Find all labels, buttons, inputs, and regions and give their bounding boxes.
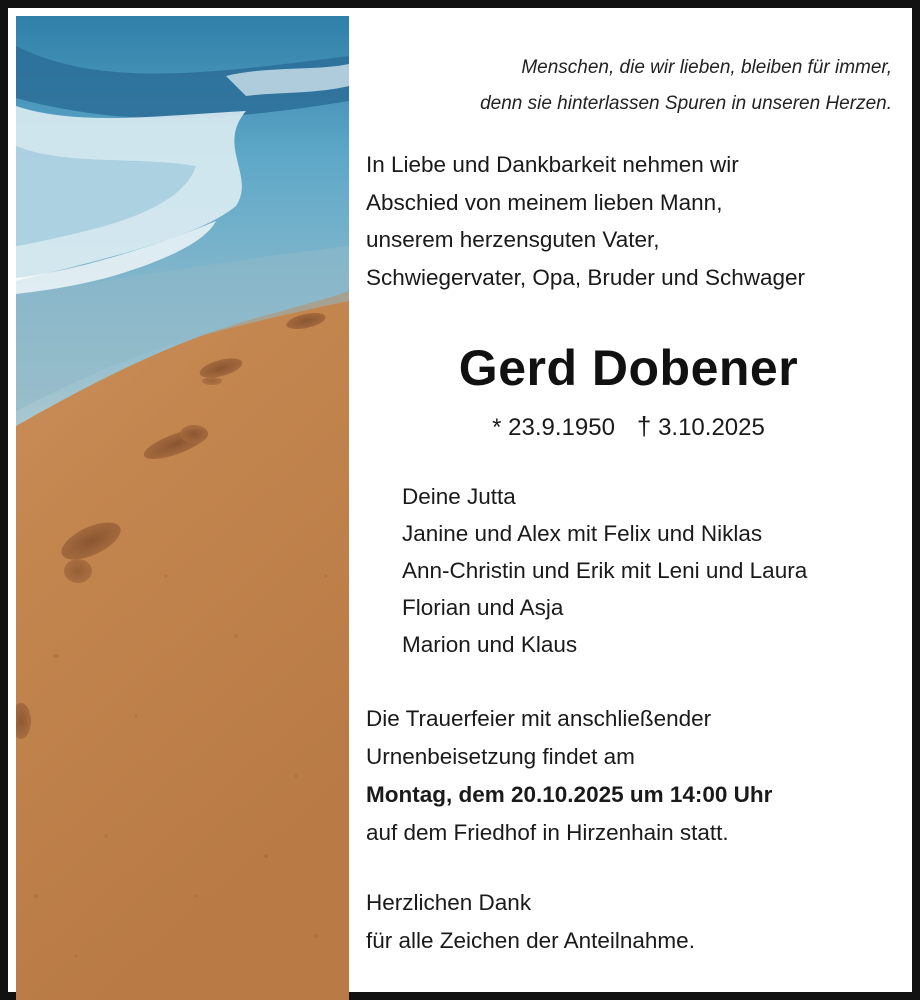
cross-icon: † (636, 411, 652, 441)
family-signatures (402, 478, 807, 663)
intro-text (366, 146, 805, 296)
service-date: Montag, dem 20.10.2025 um 14:00 Uhr (366, 782, 773, 807)
thanks-line: für alle Zeichen der Anteilnahme. (366, 928, 695, 953)
birth-date: * 23.9.1950 (492, 414, 615, 441)
service-location: auf dem Friedhof in Hirzenhain statt. (366, 820, 729, 845)
thanks-text (366, 884, 695, 960)
service-line: Die Trauerfeier mit anschließender (366, 706, 712, 731)
intro-line: Schwiegervater, Opa, Bruder und Schwager (366, 264, 805, 290)
beach-footprints-photo (16, 16, 349, 1000)
service-line: Urnenbeisetzung findet am (366, 744, 635, 769)
motto-line: denn sie hinterlassen Spuren in unseren Herzen. (480, 93, 892, 114)
life-dates (366, 406, 891, 448)
family-line: Marion und Klaus (402, 632, 578, 657)
intro-line: Abschied von meinem lieben Mann, (366, 189, 723, 215)
deceased-name: Gerd Dobener (458, 340, 799, 396)
motto-quote (480, 50, 892, 122)
family-line: Ann-Christin und Erik mit Leni und Laura (402, 558, 808, 583)
intro-line: unserem herzensguten Vater, (366, 227, 660, 252)
thanks-line: Herzlichen Dank (366, 890, 532, 915)
funeral-service-info (366, 700, 772, 852)
family-line: Deine Jutta (402, 484, 516, 509)
obituary-text (366, 16, 916, 1000)
intro-line: In Liebe und Dankbarkeit nehmen wir (366, 152, 739, 177)
family-line: Florian und Asja (402, 595, 564, 620)
death-date: 3.10.2025 (658, 414, 765, 441)
motto-line: Menschen, die wir lieben, bleiben für immer, (521, 57, 892, 78)
family-line: Janine und Alex mit Felix und Niklas (402, 521, 763, 546)
